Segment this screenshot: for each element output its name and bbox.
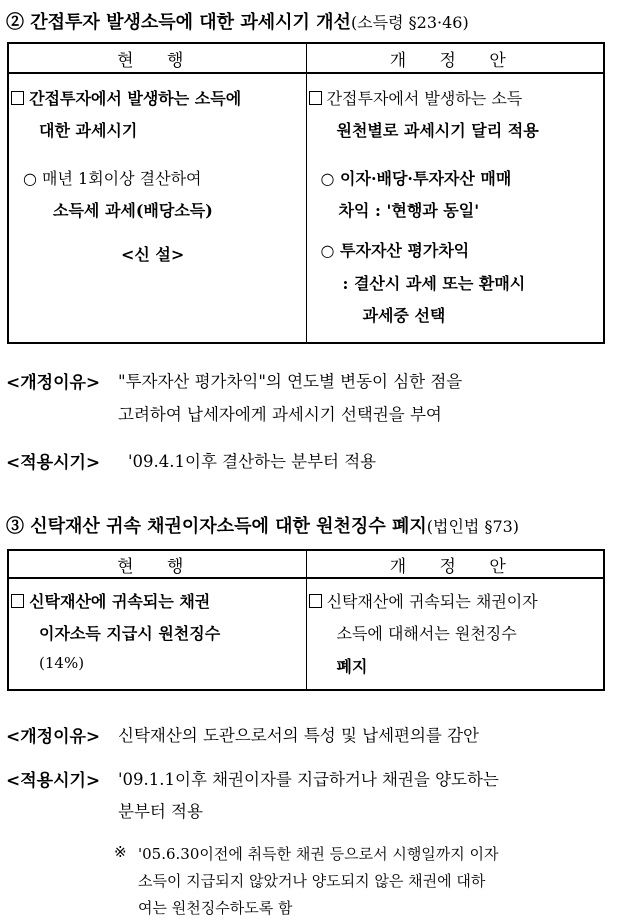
section3-reason-label: <개정이유> [6, 727, 101, 747]
section3-effective-line1: '09.1.1이후 채권이자를 지급하거나 채권을 양도하는 [118, 770, 499, 789]
section3-revised-item1-cont2: 폐지 [336, 657, 368, 676]
section2-current-note: <신 설> [121, 245, 185, 264]
section2-revised-sub2-cont2: 과세중 선택 [362, 306, 446, 325]
section2-revised-item1: 간접투자에서 발생하는 소득 [326, 89, 523, 108]
section2-reason-line2: 고려하여 납세자에게 과세시기 선택권을 부여 [118, 405, 442, 424]
section3-current-rate: (14%) [39, 654, 85, 672]
section2-effective-label: <적용시기> [6, 453, 101, 473]
section3-revised-item1-cont: 소득에 대해서는 원천징수 [336, 624, 517, 643]
section3-heading [6, 512, 519, 538]
section2-current-item1-cont: 대한 과세시기 [39, 121, 138, 140]
section2-revised-sub2-cont: : 결산시 과세 또는 환매시 [342, 274, 526, 293]
section3-note-line2: 소득이 지급되지 않았거나 양도되지 않은 채권에 대하 [138, 872, 486, 890]
section3-note-line1: '05.6.30이전에 취득한 채권 등으로서 시행일까지 이자 [138, 845, 499, 863]
section3-note-line3: 여는 원천징수하도록 함 [138, 899, 293, 917]
section3-current-item1: 신탁재산에 귀속되는 채권 [29, 592, 211, 611]
section2-reason-line1: "투자자산 평가차익"의 연도별 변동이 심한 점을 [118, 372, 463, 391]
section2-revised-sub2: ○ 투자자산 평가차익 [320, 241, 470, 260]
section3-col-revised: 개 정 안 [306, 550, 604, 578]
section2-revised-item1-cont: 원천별로 과세시기 달리 적용 [336, 121, 539, 140]
section2-law-ref: (소득령 §23·46) [350, 13, 469, 32]
section3-effective-label: <적용시기> [6, 771, 101, 791]
section2-col-revised: 개 정 안 [306, 43, 604, 73]
checkbox-square-icon [309, 594, 322, 608]
section2-current-sub1: ○ 매년 1회이상 결산하여 [23, 169, 202, 188]
section3-law-ref: (법인법 §73) [426, 517, 520, 536]
section2-effective: '09.4.1이후 결산하는 분부터 적용 [128, 452, 377, 471]
checkbox-square-icon [11, 594, 24, 608]
section2-current-sub1-cont: 소득세 과세(배당소득) [53, 201, 213, 220]
section2-revised-sub1-cont: 차익 : '현행과 동일' [338, 201, 480, 220]
section2-heading [6, 8, 469, 34]
section2-current-item1: 간접투자에서 발생하는 소득에 [29, 89, 242, 108]
section2-comparison-table [7, 42, 605, 344]
section2-heading-text: ② 간접투자 발생소득에 대한 과세시기 개선 [6, 12, 351, 33]
section3-note-mark: ※ [114, 843, 127, 861]
checkbox-square-icon [309, 91, 322, 105]
section3-current-item1-cont: 이자소득 지급시 원천징수 [39, 624, 221, 643]
section2-reason-label: <개정이유> [6, 373, 101, 393]
section3-heading-text: ③ 신탁재산 귀속 채권이자소득에 대한 원천징수 폐지 [6, 516, 427, 537]
section3-comparison-table [7, 549, 605, 691]
section3-effective-line2: 분부터 적용 [118, 802, 203, 821]
section2-col-current: 현 행 [8, 43, 306, 73]
section3-col-current: 현 행 [8, 550, 306, 578]
section3-revised-item1: 신탁재산에 귀속되는 채권이자 [326, 592, 538, 611]
checkbox-square-icon [11, 91, 24, 105]
section2-revised-sub1: ○ 이자·배당·투자자산 매매 [320, 169, 512, 188]
section3-reason: 신탁재산의 도관으로서의 특성 및 납세편의를 감안 [118, 726, 479, 745]
